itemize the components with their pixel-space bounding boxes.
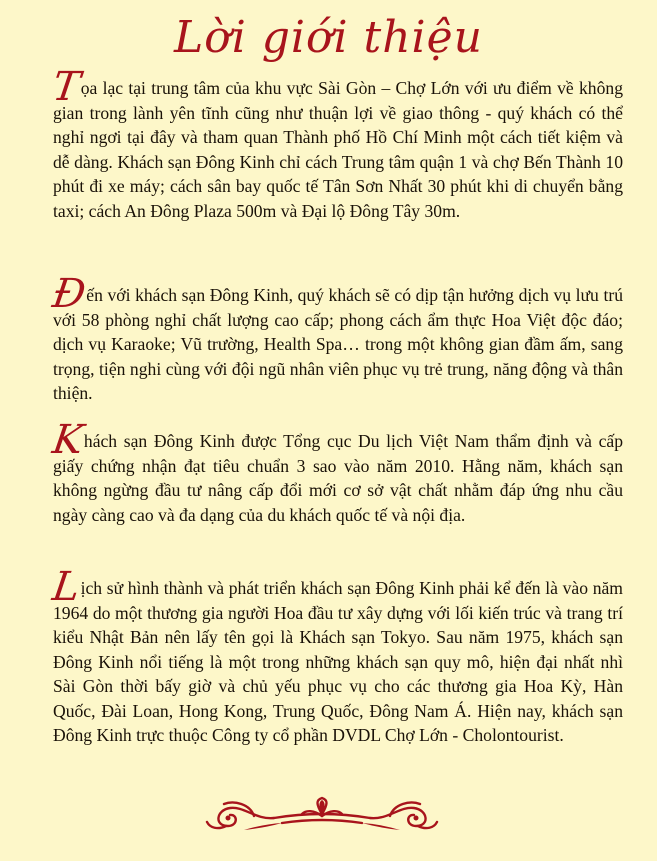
dropcap: L bbox=[49, 564, 83, 610]
paragraph-certification bbox=[49, 417, 623, 527]
paragraph-text: ọa lạc tại trung tâm của khu vực Sài Gòn – Chợ Lớn với ưu điểm về không gian trong lành yên tĩnh cũng như thuận lợi về giao thông - quý khách có thể nghỉ ngơi tại đây và tham quan Thành phố Hồ Chí Minh một cách tiết kiệm và dễ dàng. Khách sạn Đông Kinh chỉ cách Trung tâm quận 1 và chợ Bến Thành 10 phút đi xe máy; cách sân bay quốc tế Tân Sơn Nhất 30 phút khi di chuyển bằng taxi; cách An Đông Plaza 500m và Đại lộ Đông Tây 30m. bbox=[53, 78, 623, 221]
paragraph-history bbox=[49, 564, 623, 748]
dropcap: K bbox=[49, 417, 87, 463]
dropcap: Đ bbox=[49, 271, 89, 317]
dropcap: T bbox=[49, 64, 83, 110]
paragraph-services bbox=[49, 271, 623, 406]
paragraph-location bbox=[49, 64, 623, 223]
flourish-divider-icon bbox=[204, 796, 440, 836]
paragraph-text: ịch sử hình thành và phát triển khách sạn Đông Kinh phải kể đến là vào năm 1964 do một thương gia người Hoa đầu tư xây dựng với lối kiến trúc và trang trí kiểu Nhật Bản nên lấy tên gọi là Khách sạn Tokyo. Sau năm 1975, khách sạn Đông Kinh nổi tiếng là một trong những khách sạn quy mô, hiện đại nhất nhì Sài Gòn thời bấy giờ và chủ yếu phục vụ cho các thương gia Hoa Kỳ, Hàn Quốc, Đài Loan, Hong Kong, Trung Quốc, Đông Nam Á. Hiện nay, khách sạn Đông Kinh trực thuộc Công ty cổ phần DVDL Chợ Lớn - Cholontourist. bbox=[53, 578, 623, 745]
paragraph-text: hách sạn Đông Kinh được Tổng cục Du lịch Việt Nam thẩm định và cấp giấy chứng nhận đạt tiêu chuẩn 3 sao vào năm 2010. Hằng năm, khách sạn không ngừng đầu tư nâng cấp đổi mới cơ sở vật chất nhằm đáp ứng nhu cầu ngày càng cao và đa dạng của du khách quốc tế và nội địa. bbox=[53, 431, 623, 525]
page-title: Lời giới thiệu bbox=[173, 12, 484, 63]
paragraph-text: ến với khách sạn Đông Kinh, quý khách sẽ có dịp tận hưởng dịch vụ lưu trú với 58 phòng nghỉ chất lượng cao cấp; phong cách ẩm thực Hoa Việt độc đáo; dịch vụ Karaoke; Vũ trường, Health Spa… trong một không gian đầm ấm, sang trọng, tiện nghi cùng với đội ngũ nhân viên phục vụ trẻ trung, năng động và thân thiện. bbox=[53, 285, 623, 403]
